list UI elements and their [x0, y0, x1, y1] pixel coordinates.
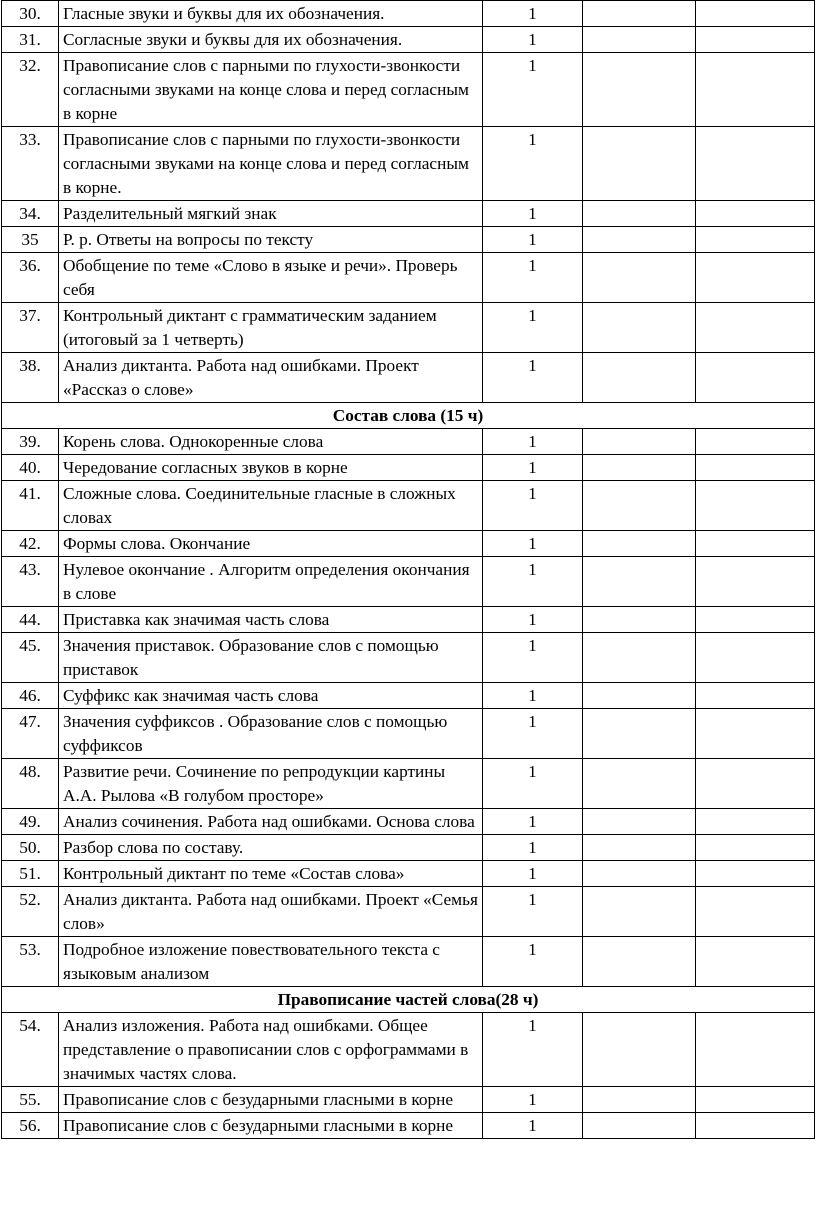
- lesson-number: 49.: [2, 809, 59, 835]
- lesson-date-actual: [696, 557, 815, 607]
- lesson-topic: Подробное изложение повествовательного текста с языковым анализом: [59, 937, 483, 987]
- lesson-date-actual: [696, 253, 815, 303]
- lesson-row: [2, 633, 815, 683]
- lesson-date-actual: [696, 201, 815, 227]
- lesson-date-planned: [583, 253, 696, 303]
- lesson-row: [2, 1087, 815, 1113]
- lesson-date-planned: [583, 353, 696, 403]
- lesson-date-actual: [696, 861, 815, 887]
- lesson-date-planned: [583, 557, 696, 607]
- lesson-date-planned: [583, 127, 696, 201]
- section-header-row: [2, 403, 815, 429]
- lesson-topic: Развитие речи. Сочинение по репродукции картины А.А. Рылова «В голубом просторе»: [59, 759, 483, 809]
- lesson-number: 38.: [2, 353, 59, 403]
- lesson-date-actual: [696, 835, 815, 861]
- lesson-row: [2, 709, 815, 759]
- lesson-plan-table: [1, 0, 815, 1139]
- lesson-date-actual: [696, 937, 815, 987]
- lesson-number: 50.: [2, 835, 59, 861]
- lesson-number: 46.: [2, 683, 59, 709]
- lesson-date-actual: [696, 429, 815, 455]
- lesson-row: [2, 429, 815, 455]
- lesson-date-actual: [696, 759, 815, 809]
- lesson-hours: 1: [483, 429, 583, 455]
- lesson-number: 40.: [2, 455, 59, 481]
- lesson-number: 53.: [2, 937, 59, 987]
- lesson-hours: 1: [483, 1113, 583, 1139]
- lesson-date-planned: [583, 709, 696, 759]
- lesson-topic: Анализ сочинения. Работа над ошибками. Основа слова: [59, 809, 483, 835]
- lesson-topic: Анализ диктанта. Работа над ошибками. Проект «Семья слов»: [59, 887, 483, 937]
- lesson-row: [2, 27, 815, 53]
- lesson-topic: Правописание слов с парными по глухости-звонкости согласными звуками на конце слова и перед согласным в корне: [59, 53, 483, 127]
- lesson-date-planned: [583, 937, 696, 987]
- lesson-topic: Анализ изложения. Работа над ошибками. Общее представление о правописании слов с орфограммами в значимых частях слова.: [59, 1013, 483, 1087]
- lesson-date-planned: [583, 1113, 696, 1139]
- lesson-date-planned: [583, 887, 696, 937]
- lesson-date-planned: [583, 201, 696, 227]
- lesson-date-planned: [583, 531, 696, 557]
- lesson-topic: Сложные слова. Соединительные гласные в сложных словах: [59, 481, 483, 531]
- lesson-date-planned: [583, 429, 696, 455]
- lesson-row: [2, 201, 815, 227]
- lesson-date-planned: [583, 809, 696, 835]
- lesson-number: 52.: [2, 887, 59, 937]
- lesson-date-actual: [696, 709, 815, 759]
- lesson-date-actual: [696, 1087, 815, 1113]
- lesson-row: [2, 1113, 815, 1139]
- lesson-number: 47.: [2, 709, 59, 759]
- lesson-number: 36.: [2, 253, 59, 303]
- lesson-date-planned: [583, 861, 696, 887]
- lesson-hours: 1: [483, 227, 583, 253]
- lesson-date-planned: [583, 835, 696, 861]
- lesson-plan-body: [2, 1, 815, 1139]
- lesson-hours: 1: [483, 1, 583, 27]
- lesson-topic: Гласные звуки и буквы для их обозначения.: [59, 1, 483, 27]
- lesson-number: 44.: [2, 607, 59, 633]
- lesson-hours: 1: [483, 253, 583, 303]
- lesson-date-actual: [696, 683, 815, 709]
- lesson-topic: Разделительный мягкий знак: [59, 201, 483, 227]
- lesson-hours: 1: [483, 127, 583, 201]
- lesson-number: 42.: [2, 531, 59, 557]
- lesson-date-actual: [696, 27, 815, 53]
- lesson-date-actual: [696, 809, 815, 835]
- lesson-number: 39.: [2, 429, 59, 455]
- lesson-row: [2, 1, 815, 27]
- lesson-topic: Формы слова. Окончание: [59, 531, 483, 557]
- lesson-hours: 1: [483, 53, 583, 127]
- lesson-row: [2, 835, 815, 861]
- lesson-row: [2, 937, 815, 987]
- lesson-date-actual: [696, 127, 815, 201]
- lesson-row: [2, 531, 815, 557]
- lesson-topic: Обобщение по теме «Слово в языке и речи». Проверь себя: [59, 253, 483, 303]
- lesson-hours: 1: [483, 1087, 583, 1113]
- lesson-number: 37.: [2, 303, 59, 353]
- lesson-date-actual: [696, 53, 815, 127]
- lesson-date-actual: [696, 455, 815, 481]
- lesson-row: [2, 1013, 815, 1087]
- lesson-date-planned: [583, 759, 696, 809]
- lesson-hours: 1: [483, 861, 583, 887]
- lesson-date-planned: [583, 683, 696, 709]
- lesson-date-actual: [696, 887, 815, 937]
- lesson-topic: Суффикс как значимая часть слова: [59, 683, 483, 709]
- lesson-row: [2, 127, 815, 201]
- lesson-hours: 1: [483, 353, 583, 403]
- lesson-date-actual: [696, 633, 815, 683]
- lesson-row: [2, 227, 815, 253]
- lesson-topic: Р. р. Ответы на вопросы по тексту: [59, 227, 483, 253]
- lesson-date-planned: [583, 633, 696, 683]
- lesson-topic: Корень слова. Однокоренные слова: [59, 429, 483, 455]
- lesson-hours: 1: [483, 809, 583, 835]
- lesson-date-planned: [583, 455, 696, 481]
- lesson-topic: Значения суффиксов . Образование слов с помощью суффиксов: [59, 709, 483, 759]
- lesson-number: 48.: [2, 759, 59, 809]
- lesson-hours: 1: [483, 27, 583, 53]
- lesson-hours: 1: [483, 201, 583, 227]
- lesson-number: 55.: [2, 1087, 59, 1113]
- lesson-date-actual: [696, 227, 815, 253]
- lesson-hours: 1: [483, 709, 583, 759]
- lesson-row: [2, 809, 815, 835]
- lesson-topic: Разбор слова по составу.: [59, 835, 483, 861]
- lesson-number: 56.: [2, 1113, 59, 1139]
- lesson-date-actual: [696, 481, 815, 531]
- lesson-hours: 1: [483, 531, 583, 557]
- lesson-date-planned: [583, 1, 696, 27]
- lesson-date-planned: [583, 1087, 696, 1113]
- lesson-hours: 1: [483, 303, 583, 353]
- section-title: Состав слова (15 ч): [2, 403, 815, 429]
- lesson-row: [2, 607, 815, 633]
- lesson-date-actual: [696, 1, 815, 27]
- lesson-row: [2, 683, 815, 709]
- lesson-date-actual: [696, 303, 815, 353]
- lesson-topic: Анализ диктанта. Работа над ошибками. Проект «Рассказ о слове»: [59, 353, 483, 403]
- lesson-number: 30.: [2, 1, 59, 27]
- lesson-hours: 1: [483, 887, 583, 937]
- lesson-row: [2, 253, 815, 303]
- lesson-number: 35: [2, 227, 59, 253]
- lesson-topic: Приставка как значимая часть слова: [59, 607, 483, 633]
- lesson-row: [2, 481, 815, 531]
- lesson-topic: Нулевое окончание . Алгоритм определения окончания в слове: [59, 557, 483, 607]
- lesson-row: [2, 861, 815, 887]
- lesson-hours: 1: [483, 481, 583, 531]
- lesson-hours: 1: [483, 835, 583, 861]
- section-header-row: [2, 987, 815, 1013]
- lesson-number: 31.: [2, 27, 59, 53]
- lesson-date-actual: [696, 353, 815, 403]
- lesson-number: 54.: [2, 1013, 59, 1087]
- lesson-row: [2, 53, 815, 127]
- lesson-date-planned: [583, 227, 696, 253]
- lesson-date-actual: [696, 1113, 815, 1139]
- lesson-date-planned: [583, 1013, 696, 1087]
- lesson-number: 45.: [2, 633, 59, 683]
- lesson-hours: 1: [483, 633, 583, 683]
- lesson-topic: Согласные звуки и буквы для их обозначения.: [59, 27, 483, 53]
- lesson-number: 33.: [2, 127, 59, 201]
- lesson-row: [2, 303, 815, 353]
- lesson-row: [2, 353, 815, 403]
- lesson-hours: 1: [483, 557, 583, 607]
- lesson-hours: 1: [483, 1013, 583, 1087]
- lesson-date-actual: [696, 1013, 815, 1087]
- lesson-number: 51.: [2, 861, 59, 887]
- lesson-date-planned: [583, 303, 696, 353]
- lesson-number: 34.: [2, 201, 59, 227]
- lesson-date-actual: [696, 607, 815, 633]
- lesson-row: [2, 887, 815, 937]
- lesson-hours: 1: [483, 683, 583, 709]
- lesson-row: [2, 759, 815, 809]
- lesson-topic: Значения приставок. Образование слов с помощью приставок: [59, 633, 483, 683]
- section-title: Правописание частей слова(28 ч): [2, 987, 815, 1013]
- lesson-date-planned: [583, 53, 696, 127]
- lesson-topic: Контрольный диктант по теме «Состав слова»: [59, 861, 483, 887]
- lesson-topic: Правописание слов с безударными гласными в корне: [59, 1113, 483, 1139]
- lesson-date-planned: [583, 27, 696, 53]
- lesson-topic: Правописание слов с парными по глухости-звонкости согласными звуками на конце слова и перед согласным в корне.: [59, 127, 483, 201]
- lesson-hours: 1: [483, 607, 583, 633]
- lesson-date-planned: [583, 607, 696, 633]
- lesson-row: [2, 557, 815, 607]
- lesson-topic: Правописание слов с безударными гласными в корне: [59, 1087, 483, 1113]
- lesson-number: 32.: [2, 53, 59, 127]
- lesson-number: 41.: [2, 481, 59, 531]
- lesson-row: [2, 455, 815, 481]
- lesson-topic: Контрольный диктант с грамматическим заданием (итоговый за 1 четверть): [59, 303, 483, 353]
- lesson-hours: 1: [483, 759, 583, 809]
- lesson-date-actual: [696, 531, 815, 557]
- lesson-hours: 1: [483, 455, 583, 481]
- lesson-hours: 1: [483, 937, 583, 987]
- lesson-number: 43.: [2, 557, 59, 607]
- lesson-date-planned: [583, 481, 696, 531]
- lesson-topic: Чередование согласных звуков в корне: [59, 455, 483, 481]
